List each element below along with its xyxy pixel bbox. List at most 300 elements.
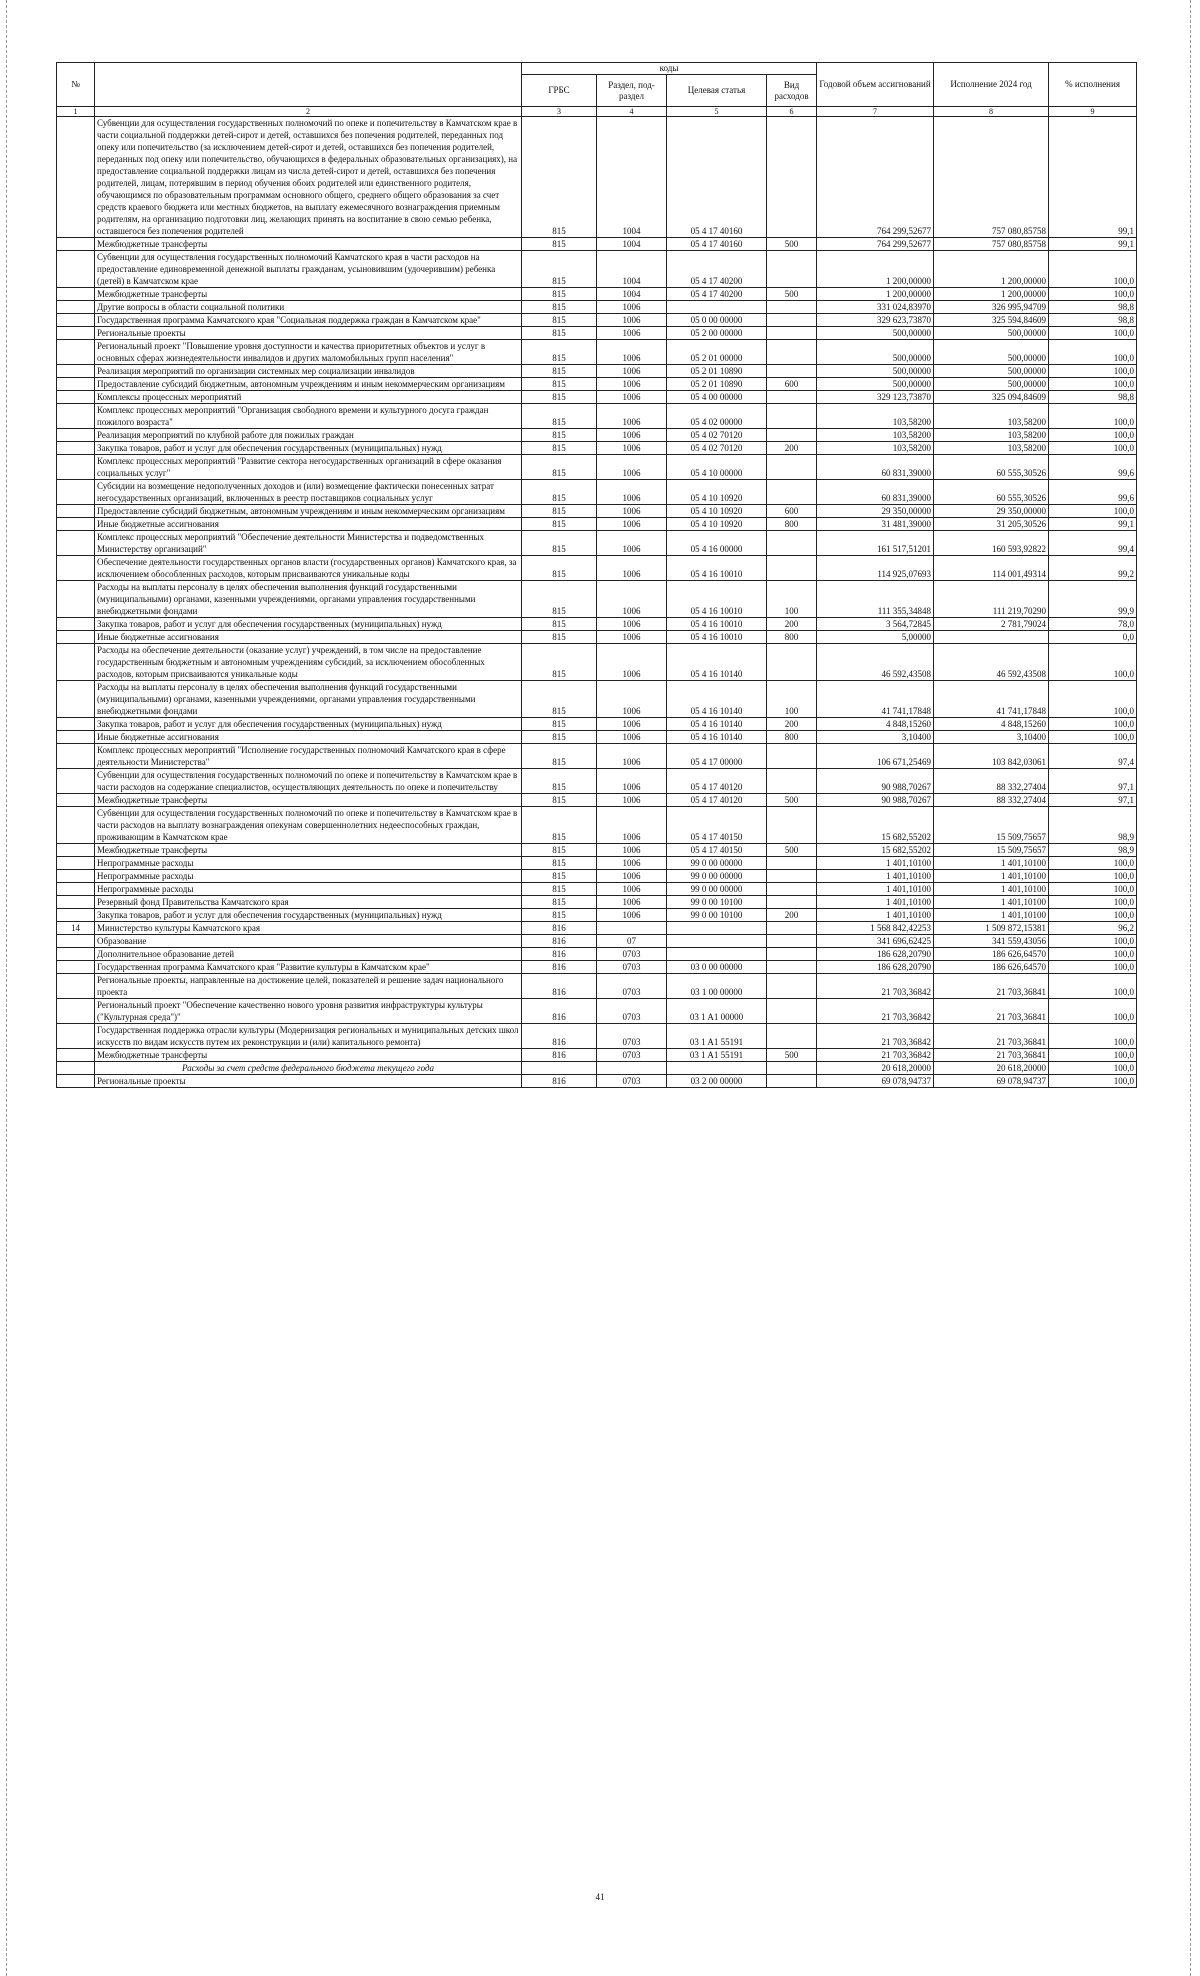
row-target-article (667, 922, 767, 935)
table-row (57, 718, 1137, 731)
table-row (57, 807, 1137, 844)
row-section (597, 1062, 667, 1075)
row-section: 1004 (597, 238, 667, 251)
row-grbs: 815 (522, 505, 597, 518)
row-number (57, 935, 95, 948)
colnum: 5 (667, 107, 767, 117)
row-expense-type (767, 744, 817, 769)
row-expense-type: 100 (767, 581, 817, 618)
row-percent: 100,0 (1049, 644, 1137, 681)
colnum: 7 (817, 107, 934, 117)
row-percent: 78,0 (1049, 618, 1137, 631)
row-target-article: 03 1 00 00000 (667, 974, 767, 999)
row-name: Государственная программа Камчатского края "Социальная поддержка граждан в Камчатском крае" (95, 314, 522, 327)
row-percent: 100,0 (1049, 404, 1137, 429)
row-section: 1006 (597, 340, 667, 365)
header-codes: коды (522, 63, 817, 75)
row-annual-amount: 31 481,39000 (817, 518, 934, 531)
row-expense-type (767, 883, 817, 896)
row-expense-type (767, 117, 817, 238)
row-expense-type (767, 251, 817, 288)
table-row (57, 391, 1137, 404)
row-execution-amount: 500,00000 (934, 327, 1049, 340)
row-expense-type (767, 922, 817, 935)
row-annual-amount: 103,58200 (817, 429, 934, 442)
table-row (57, 974, 1137, 999)
row-execution-amount: 500,00000 (934, 365, 1049, 378)
row-percent: 100,0 (1049, 974, 1137, 999)
row-name: Иные бюджетные ассигнования (95, 518, 522, 531)
row-percent: 99,1 (1049, 238, 1137, 251)
row-section: 1004 (597, 251, 667, 288)
row-target-article: 05 4 02 70120 (667, 429, 767, 442)
row-annual-amount: 500,00000 (817, 327, 934, 340)
row-name: Непрограммные расходы (95, 883, 522, 896)
row-execution-amount: 500,00000 (934, 378, 1049, 391)
row-execution-amount: 500,00000 (934, 340, 1049, 365)
row-annual-amount: 90 988,70267 (817, 794, 934, 807)
row-execution-amount: 1 200,00000 (934, 251, 1049, 288)
row-expense-type: 500 (767, 288, 817, 301)
row-number (57, 1062, 95, 1075)
row-execution-amount: 21 703,36841 (934, 1049, 1049, 1062)
row-section: 1006 (597, 455, 667, 480)
row-grbs: 815 (522, 314, 597, 327)
row-name: Субвенции для осуществления государственных полномочий по опеке и попечительству в Камчатском крае в части социальной поддержки детей-сирот и детей, оставшихся без попечения родителей, переданных под опеку или попечительство (за исключением детей-сирот и детей, оставшихся без попечения родителей, переданных под опеку или попечительство, обучающихся в федеральных образовательных организациях), на предоставление социальной поддержки лицам из числа детей-сирот и детей, оставшихся без попечения родителей, лицам, потерявшим в период обучения обоих родителей или единственного родителя, обучающимся по образовательным программам основного общего, среднего общего образования за счет средств краевого бюджета или местных бюджетов, на выплату ежемесячного вознаграждения приемным родителям, на организацию подготовки лиц, желающих принять на воспитание в свою семью ребенка, оставшегося без попечения родителей (95, 117, 522, 238)
row-execution-amount: 326 995,94709 (934, 301, 1049, 314)
column-numbers-row (57, 107, 1137, 117)
row-expense-type (767, 961, 817, 974)
row-grbs: 815 (522, 769, 597, 794)
row-section: 0703 (597, 1024, 667, 1049)
row-grbs: 815 (522, 378, 597, 391)
row-execution-amount: 31 205,30526 (934, 518, 1049, 531)
row-annual-amount: 29 350,00000 (817, 505, 934, 518)
row-target-article: 05 4 10 10920 (667, 518, 767, 531)
row-target-article: 05 4 16 10010 (667, 618, 767, 631)
table-row (57, 531, 1137, 556)
row-name: Предоставление субсидий бюджетным, автономным учреждениям и иным некоммерческим организациям (95, 505, 522, 518)
row-number (57, 505, 95, 518)
row-percent: 99,1 (1049, 518, 1137, 531)
row-execution-amount: 103,58200 (934, 442, 1049, 455)
row-annual-amount: 21 703,36842 (817, 1024, 934, 1049)
row-number (57, 365, 95, 378)
row-annual-amount: 103,58200 (817, 442, 934, 455)
row-target-article: 05 4 17 40160 (667, 117, 767, 238)
row-grbs: 816 (522, 948, 597, 961)
row-name: Закупка товаров, работ и услуг для обеспечения государственных (муниципальных) нужд (95, 909, 522, 922)
row-annual-amount: 1 401,10100 (817, 883, 934, 896)
row-expense-type (767, 935, 817, 948)
table-row (57, 794, 1137, 807)
row-expense-type: 800 (767, 631, 817, 644)
table-row (57, 404, 1137, 429)
row-expense-type (767, 340, 817, 365)
row-execution-amount: 21 703,36841 (934, 974, 1049, 999)
row-percent: 100,0 (1049, 1075, 1137, 1088)
header-annual: Годовой объем ассигнований (817, 63, 934, 107)
row-annual-amount: 3 564,72845 (817, 618, 934, 631)
row-expense-type (767, 896, 817, 909)
header-percent: % исполнения (1049, 63, 1137, 107)
row-expense-type (767, 1075, 817, 1088)
row-annual-amount: 1 401,10100 (817, 909, 934, 922)
row-annual-amount: 1 401,10100 (817, 896, 934, 909)
row-grbs: 815 (522, 117, 597, 238)
row-target-article: 05 4 16 10140 (667, 681, 767, 718)
row-target-article: 05 4 17 40200 (667, 288, 767, 301)
table-row (57, 117, 1137, 238)
row-name: Комплекс процессных мероприятий "Исполнение государственных полномочий Камчатского края в сфере деятельности Министерства" (95, 744, 522, 769)
row-percent: 100,0 (1049, 731, 1137, 744)
row-expense-type (767, 1062, 817, 1075)
row-name: Региональные проекты, направленные на достижение целей, показателей и решение задач национального проекта (95, 974, 522, 999)
row-number (57, 870, 95, 883)
row-percent: 100,0 (1049, 961, 1137, 974)
row-section: 1006 (597, 314, 667, 327)
row-annual-amount: 5,00000 (817, 631, 934, 644)
row-percent: 98,8 (1049, 391, 1137, 404)
row-percent: 100,0 (1049, 883, 1137, 896)
row-target-article: 05 4 10 10920 (667, 480, 767, 505)
table-row (57, 870, 1137, 883)
row-grbs: 815 (522, 744, 597, 769)
row-name: Комплекс процессных мероприятий "Обеспечение деятельности Министерства и подведомственных Министерству организаций" (95, 531, 522, 556)
page-number: 41 (595, 1892, 605, 1902)
row-grbs: 815 (522, 238, 597, 251)
row-expense-type (767, 974, 817, 999)
row-section: 1006 (597, 644, 667, 681)
row-expense-type: 200 (767, 909, 817, 922)
row-grbs: 815 (522, 288, 597, 301)
row-percent: 100,0 (1049, 935, 1137, 948)
row-expense-type (767, 391, 817, 404)
row-expense-type (767, 404, 817, 429)
row-grbs: 815 (522, 340, 597, 365)
row-execution-amount: 160 593,92822 (934, 531, 1049, 556)
row-grbs: 815 (522, 794, 597, 807)
row-annual-amount: 329 123,73870 (817, 391, 934, 404)
row-number (57, 948, 95, 961)
table-row (57, 769, 1137, 794)
row-grbs: 816 (522, 1049, 597, 1062)
row-target-article: 05 4 00 00000 (667, 391, 767, 404)
row-annual-amount: 186 628,20790 (817, 961, 934, 974)
row-expense-type (767, 807, 817, 844)
row-grbs: 815 (522, 883, 597, 896)
row-number (57, 301, 95, 314)
row-name: Комплекс процессных мероприятий "Развитие сектора негосударственных организаций в сфере оказания социальных услуг" (95, 455, 522, 480)
table-row (57, 556, 1137, 581)
row-execution-amount: 2 781,79024 (934, 618, 1049, 631)
row-execution-amount: 1 401,10100 (934, 883, 1049, 896)
row-annual-amount: 764 299,52677 (817, 238, 934, 251)
row-number (57, 857, 95, 870)
row-percent: 99,9 (1049, 581, 1137, 618)
row-target-article: 05 2 01 00000 (667, 340, 767, 365)
row-grbs: 815 (522, 631, 597, 644)
row-percent: 96,2 (1049, 922, 1137, 935)
table-row (57, 681, 1137, 718)
table-row (57, 301, 1137, 314)
row-number (57, 340, 95, 365)
row-section: 0703 (597, 1049, 667, 1062)
row-grbs: 816 (522, 974, 597, 999)
header-num: № (57, 63, 95, 107)
header-grbs: ГРБС (522, 75, 597, 107)
row-section: 1006 (597, 531, 667, 556)
row-name: Межбюджетные трансферты (95, 288, 522, 301)
row-execution-amount: 186 626,64570 (934, 948, 1049, 961)
row-execution-amount: 341 559,43056 (934, 935, 1049, 948)
colnum: 8 (934, 107, 1049, 117)
row-number (57, 631, 95, 644)
row-execution-amount: 103,58200 (934, 404, 1049, 429)
row-grbs: 815 (522, 909, 597, 922)
row-expense-type (767, 531, 817, 556)
row-number (57, 999, 95, 1024)
row-expense-type: 100 (767, 681, 817, 718)
row-section: 1006 (597, 718, 667, 731)
row-grbs: 816 (522, 1024, 597, 1049)
row-section: 1006 (597, 731, 667, 744)
row-expense-type: 800 (767, 518, 817, 531)
row-percent: 100,0 (1049, 718, 1137, 731)
row-annual-amount: 15 682,55202 (817, 844, 934, 857)
row-expense-type: 200 (767, 442, 817, 455)
row-number (57, 238, 95, 251)
row-percent: 100,0 (1049, 1049, 1137, 1062)
row-section: 1006 (597, 429, 667, 442)
row-expense-type (767, 327, 817, 340)
row-execution-amount: 41 741,17848 (934, 681, 1049, 718)
table-row (57, 631, 1137, 644)
row-target-article: 99 0 00 00000 (667, 870, 767, 883)
table-row (57, 618, 1137, 631)
table-row (57, 581, 1137, 618)
row-grbs: 815 (522, 644, 597, 681)
row-name: Непрограммные расходы (95, 857, 522, 870)
row-annual-amount: 500,00000 (817, 365, 934, 378)
row-name: Субвенции для осуществления государственных полномочий Камчатского края в части расходов на предоставление единовременной денежной выплаты гражданам, усыновившим (удочерившим) ребенка (детей) в Камчатском крае (95, 251, 522, 288)
row-name: Расходы за счет средств федерального бюджета текущего года (95, 1062, 522, 1075)
row-target-article: 05 4 16 10010 (667, 631, 767, 644)
row-percent: 100,0 (1049, 1024, 1137, 1049)
row-number (57, 844, 95, 857)
row-grbs (522, 1062, 597, 1075)
row-section: 1006 (597, 518, 667, 531)
row-expense-type (767, 429, 817, 442)
row-name: Иные бюджетные ассигнования (95, 631, 522, 644)
row-annual-amount: 186 628,20790 (817, 948, 934, 961)
row-name: Комплексы процессных мероприятий (95, 391, 522, 404)
row-percent: 100,0 (1049, 442, 1137, 455)
row-number (57, 896, 95, 909)
row-section: 1006 (597, 556, 667, 581)
row-grbs: 815 (522, 896, 597, 909)
row-name: Субвенции для осуществления государственных полномочий по опеке и попечительству в Камчатском крае в части расходов на выплату вознаграждения опекунам совершеннолетних недееспособных граждан, проживающим в Камчатском крае (95, 807, 522, 844)
row-name: Региональные проекты (95, 1075, 522, 1088)
row-execution-amount: 1 401,10100 (934, 896, 1049, 909)
row-number (57, 442, 95, 455)
row-number (57, 769, 95, 794)
row-number (57, 117, 95, 238)
row-target-article: 05 4 16 10010 (667, 581, 767, 618)
right-edge-line (1190, 0, 1191, 1976)
colnum: 1 (57, 107, 95, 117)
row-name: Закупка товаров, работ и услуг для обеспечения государственных (муниципальных) нужд (95, 718, 522, 731)
row-percent: 99,1 (1049, 117, 1137, 238)
row-execution-amount: 88 332,27404 (934, 769, 1049, 794)
row-execution-amount: 69 078,94737 (934, 1075, 1049, 1088)
row-grbs: 815 (522, 404, 597, 429)
row-execution-amount: 20 618,20000 (934, 1062, 1049, 1075)
row-grbs: 816 (522, 935, 597, 948)
table-row (57, 731, 1137, 744)
row-grbs: 815 (522, 429, 597, 442)
row-annual-amount: 21 703,36842 (817, 974, 934, 999)
row-number (57, 961, 95, 974)
row-name: Региональный проект "Обеспечение качественно нового уровня развития инфраструктуры культуры ("Культурная среда")" (95, 999, 522, 1024)
row-number (57, 327, 95, 340)
row-execution-amount: 29 350,00000 (934, 505, 1049, 518)
row-section: 07 (597, 935, 667, 948)
table-row (57, 1075, 1137, 1088)
row-section (597, 922, 667, 935)
colnum: 4 (597, 107, 667, 117)
row-section: 0703 (597, 1075, 667, 1088)
row-grbs: 815 (522, 480, 597, 505)
row-percent: 100,0 (1049, 857, 1137, 870)
row-annual-amount: 4 848,15260 (817, 718, 934, 731)
row-number (57, 644, 95, 681)
row-number (57, 581, 95, 618)
row-percent: 98,8 (1049, 314, 1137, 327)
row-number (57, 794, 95, 807)
row-target-article: 03 1 A1 55191 (667, 1024, 767, 1049)
row-grbs: 815 (522, 518, 597, 531)
row-section: 1004 (597, 288, 667, 301)
row-number (57, 531, 95, 556)
row-section: 1006 (597, 857, 667, 870)
row-annual-amount: 500,00000 (817, 378, 934, 391)
colnum: 3 (522, 107, 597, 117)
row-expense-type: 600 (767, 505, 817, 518)
row-target-article: 03 0 00 00000 (667, 961, 767, 974)
row-annual-amount: 111 355,34848 (817, 581, 934, 618)
row-name: Реализация мероприятий по организации системных мер социализации инвалидов (95, 365, 522, 378)
row-target-article: 05 4 10 10920 (667, 505, 767, 518)
row-percent: 100,0 (1049, 870, 1137, 883)
row-annual-amount: 46 592,43508 (817, 644, 934, 681)
table-row (57, 1062, 1137, 1075)
header-section: Раздел, под-раздел (597, 75, 667, 107)
row-grbs: 815 (522, 301, 597, 314)
row-target-article: 05 4 17 40150 (667, 807, 767, 844)
row-name: Дополнительное образование детей (95, 948, 522, 961)
row-execution-amount: 15 509,75657 (934, 844, 1049, 857)
row-percent: 98,9 (1049, 807, 1137, 844)
row-section: 1006 (597, 794, 667, 807)
row-target-article: 99 0 00 00000 (667, 857, 767, 870)
row-annual-amount: 15 682,55202 (817, 807, 934, 844)
row-target-article: 99 0 00 10100 (667, 909, 767, 922)
table-row (57, 288, 1137, 301)
row-grbs: 816 (522, 922, 597, 935)
row-grbs: 815 (522, 807, 597, 844)
row-name: Государственная поддержка отрасли культуры (Модернизация региональных и муниципальных детских школ искусств по видам искусств путем их реконструкции и (или) капитального ремонта) (95, 1024, 522, 1049)
row-number (57, 718, 95, 731)
row-annual-amount: 21 703,36842 (817, 1049, 934, 1062)
row-section: 1006 (597, 327, 667, 340)
row-target-article (667, 1062, 767, 1075)
row-grbs: 815 (522, 857, 597, 870)
row-target-article (667, 935, 767, 948)
row-annual-amount: 60 831,39000 (817, 480, 934, 505)
row-number (57, 518, 95, 531)
row-execution-amount: 46 592,43508 (934, 644, 1049, 681)
row-number (57, 251, 95, 288)
row-expense-type: 200 (767, 718, 817, 731)
row-target-article: 05 4 10 00000 (667, 455, 767, 480)
row-name: Межбюджетные трансферты (95, 1049, 522, 1062)
table-header (57, 63, 1137, 117)
row-name: Резервный фонд Правительства Камчатского края (95, 896, 522, 909)
row-grbs: 815 (522, 442, 597, 455)
row-execution-amount: 757 080,85758 (934, 238, 1049, 251)
row-number (57, 288, 95, 301)
row-number (57, 391, 95, 404)
row-name: Межбюджетные трансферты (95, 238, 522, 251)
row-annual-amount: 764 299,52677 (817, 117, 934, 238)
row-annual-amount: 106 671,25469 (817, 744, 934, 769)
row-expense-type (767, 301, 817, 314)
row-percent: 98,9 (1049, 844, 1137, 857)
table-row (57, 935, 1137, 948)
row-number (57, 404, 95, 429)
row-target-article: 99 0 00 00000 (667, 883, 767, 896)
row-execution-amount: 1 401,10100 (934, 870, 1049, 883)
row-execution-amount: 111 219,70290 (934, 581, 1049, 618)
row-percent: 100,0 (1049, 378, 1137, 391)
row-annual-amount: 103,58200 (817, 404, 934, 429)
row-execution-amount: 757 080,85758 (934, 117, 1049, 238)
row-name: Расходы на выплаты персоналу в целях обеспечения выполнения функций государственными (муниципальными) органами, казенными учреждениями, органами управления государственными внебюджетными фондами (95, 581, 522, 618)
row-section: 1006 (597, 581, 667, 618)
row-number (57, 883, 95, 896)
row-target-article: 05 4 16 10140 (667, 644, 767, 681)
row-target-article (667, 948, 767, 961)
table-row (57, 1024, 1137, 1049)
table-row (57, 378, 1137, 391)
row-target-article: 05 4 17 40120 (667, 794, 767, 807)
row-execution-amount: 4 848,15260 (934, 718, 1049, 731)
row-execution-amount: 1 200,00000 (934, 288, 1049, 301)
table-row (57, 251, 1137, 288)
row-percent: 100,0 (1049, 999, 1137, 1024)
row-section: 0703 (597, 974, 667, 999)
row-percent: 99,4 (1049, 531, 1137, 556)
row-execution-amount: 1 509 872,15381 (934, 922, 1049, 935)
row-percent: 100,0 (1049, 505, 1137, 518)
row-expense-type (767, 644, 817, 681)
row-expense-type (767, 480, 817, 505)
colnum: 6 (767, 107, 817, 117)
row-annual-amount: 20 618,20000 (817, 1062, 934, 1075)
row-percent: 100,0 (1049, 909, 1137, 922)
row-section: 1006 (597, 909, 667, 922)
